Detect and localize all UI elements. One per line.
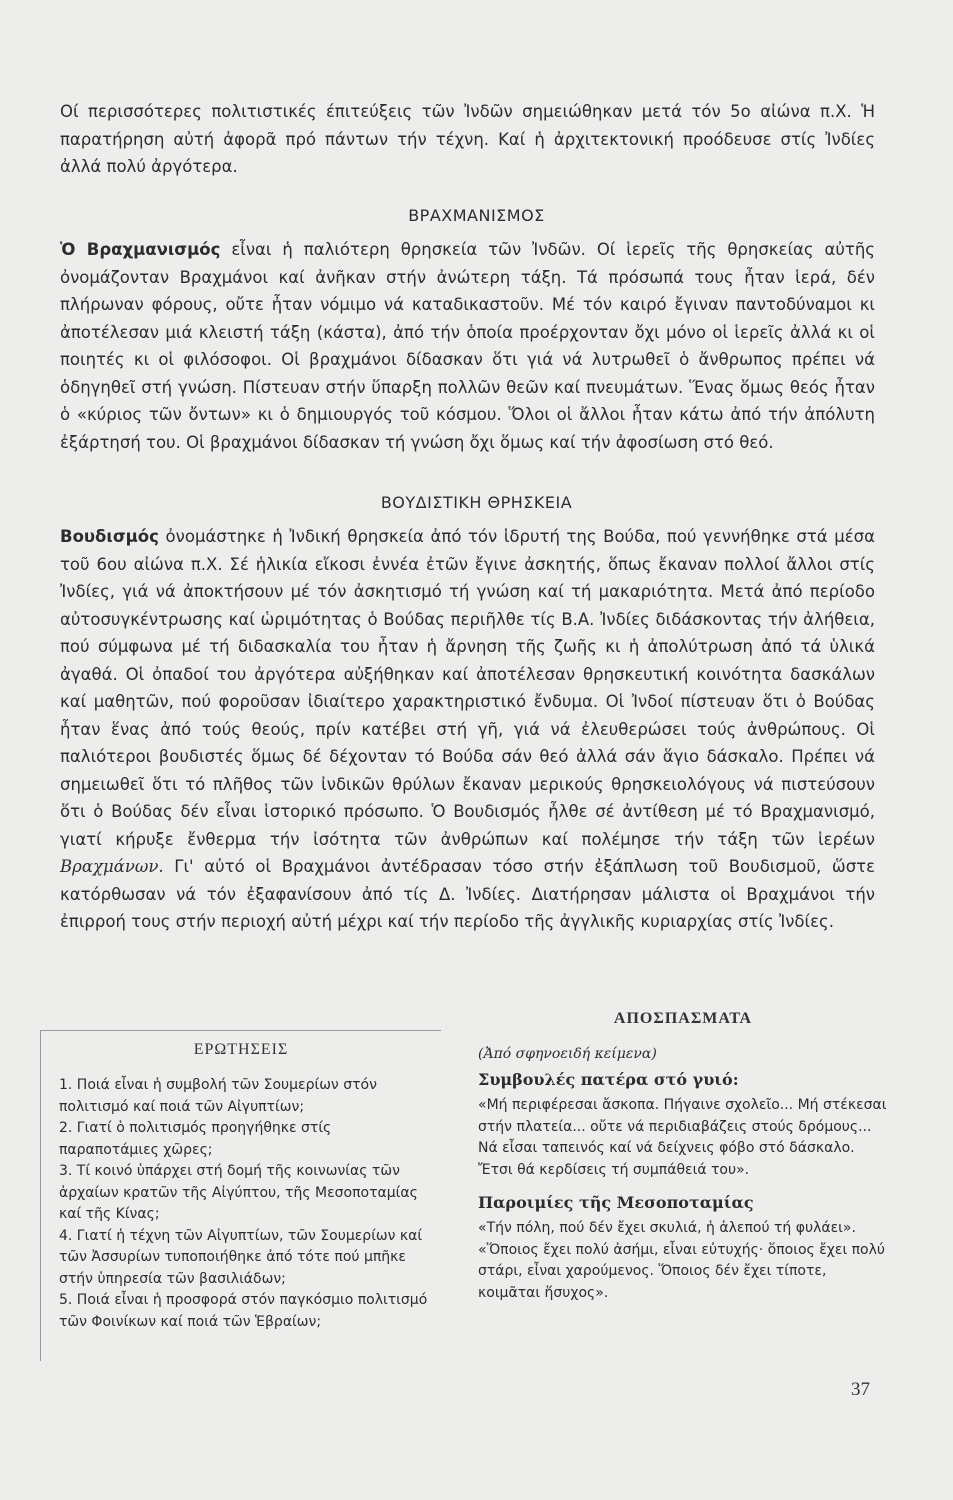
question-item: 5. Ποιά εἶναι ἡ προσφορά στόν παγκόσμιο πολιτισμό τῶν Φοινίκων καί ποιά τῶν Ἑβραίων; [59, 1292, 428, 1330]
questions-list [59, 1075, 429, 1333]
buddhism-italic-term: Βραχμάνων. [60, 857, 164, 876]
advice-title: Συμβουλές πατέρα στό γυιό: [478, 1070, 739, 1089]
advice-text: «Μή περιφέρεσαι ἄσκοπα. Πήγαινε σχολεῖο... Μή στέκεσαι στήν πλατεία... οὔτε νά περιδιαβάζεις στούς δρόμους... Νά εἶσαι ταπεινός καί νά δείχνεις φόβο στό δάσκαλο. Ἔτσι θά κερδίσεις τή συμπάθειά του». [478, 1097, 887, 1178]
brahmanism-text: εἶναι ἡ παλιότερη θρησκεία τῶν Ἰνδῶν. Οί ἱερεῖς τῆς θρησκείας αὐτῆς ὀνομάζονταν Βραχμάνοι καί ἀνῆκαν στήν ἀνώτερη τάξη. Τά πρόσωπά τους ἦταν ἱερά, δέν πλήρωναν φόρους, οὔτε ἦταν νόμιμο νά καταδικαστοῦν. Μέ τόν καιρό ἔγιναν παντοδύναμοι κι ἀποτέλεσαν μιά κλειστή τάξη (κάστα), ἀπό τήν ὁποία προέρχονταν ὄχι μόνο οἱ ἱερεῖς ἀλλά κι οἱ ποιητές κι οἱ φιλόσοφοι. Οἱ βραχμάνοι δίδασκαν ὅτι γιά νά λυτρωθεῖ ὁ ἄνθρωπος πρέπει νά ὁδηγηθεῖ στή γνώση. Πίστευαν στήν ὕπαρξη πολλῶν θεῶν καί πνευμάτων. Ἕνας ὅμως θεός ἦταν ὁ «κύριος τῶν ὄντων» κι ὁ δημιουργός τοῦ κόσμου. Ὅλοι οἱ ἄλλοι ἦταν κάτω ἀπό τήν ἀπόλυτη ἐξάρτησή του. Οἱ βραχμάνοι δίδασκαν τή γνώση ὄχι ὅμως καί τήν ἀφοσίωση στό θεό. [60, 240, 875, 452]
section-heading-brahmanism: ΒΡΑΧΜΑΝΙΣΜΟΣ [408, 206, 545, 225]
buddhism-paragraph [60, 523, 875, 936]
question-item: 4. Γιατί ἡ τέχνη τῶν Αἰγυπτίων, τῶν Σουμερίων καί τῶν Ἀσσυρίων τυποποιήθηκε ἀπό τότε πού μπῆκε στήν ὑπηρεσία τῶν βασιλιάδων; [59, 1227, 423, 1287]
buddhism-lead-term: Βουδισμός [60, 527, 159, 546]
proverb-2: «Ὅποιος ἔχει πολύ ἀσήμι, εἶναι εὐτυχής· ὅποιος ἔχει πολύ στάρι, εἶναι χαρούμενος. Ὅποιος δέν ἔχει τίποτε, κοιμᾶται ἥσυχος». [478, 1241, 886, 1301]
page-number: 37 [851, 1379, 870, 1400]
brahmanism-lead-term: Ὁ Βραχμανισμός [60, 240, 221, 259]
buddhism-text-a: ὀνομάστηκε ἡ Ἰνδική θρησκεία ἀπό τόν ἱδρυτή της Βούδα, πού γεννήθηκε στά μέσα τοῦ 6ου αἰώνα π.Χ. Σέ ἡλικία εἴκοσι ἐννέα ἐτῶν ἔγινε ἀσκητής, ὅπως ἔκαναν πολλοί ἄλλοι στίς Ἰνδίες, γιά νά ἀποκτήσουν μέ τόν ἀσκητισμό τή γνώση καί τή μακαριότητα. Μετά ἀπό περίοδο αὐτοσυγκέντρωσης καί ὡριμότητας ὁ Βούδας περιῆλθε τίς Β.Α. Ἰνδίες διδάσκοντας τήν ἀλήθεια, πού σύμφωνα μέ τή διδασκαλία του ἦταν ἡ ἄρνηση τῆς ζωῆς κι ἡ ἀπολύτρωση ἀπό τά ὑλικά ἀγαθά. Οἱ ὀπαδοί του ἀργότερα αὐξήθηκαν καί ἀποτέλεσαν θρησκευτική κοινότητα δασκάλων καί μαθητῶν, πού φοροῦσαν ἰδιαίτερο χαρακτηριστικό ἔνδυμα. Οἱ Ἰνδοί πίστευαν ὅτι ὁ Βούδας ἦταν ἕνας ἀπό τούς θεούς, πρίν κατέβει στή γῆ, γιά νά ἐλευθερώσει τούς ἀνθρώπους. Οἱ παλιότεροι βουδιστές ὅμως δέ δέχονταν τό Βούδα σάν θεό ἀλλά σάν ἅγιο δάσκαλο. Πρέπει νά σημειωθεῖ ὅτι τό πλῆθος τῶν ἰνδικῶν θρύλων ἔκαναν μερικούς θρησκειολόγους νά πιστεύσουν ὅτι ὁ Βούδας δέν εἶναι ἱστορικό πρόσωπο. Ὁ Βουδισμός ἦλθε σέ ἀντίθεση μέ τό Βραχμανισμό, γιατί κήρυξε ἔνθερμα τήν ἰσότητα τῶν ἀνθρώπων καί πολέμησε τήν τάξη τῶν ἱερέων [60, 527, 876, 849]
buddhism-text-b: Γι' αὐτό οἱ Βραχμάνοι ἀντέδρασαν τόσο στήν ἐξάπλωση τοῦ Βουδισμοῦ, ὥστε κατόρθωσαν νά τόν ἐξαφανίσουν ἀπό τίς Δ. Ἰνδίες. Διατήρησαν μάλιστα οἱ Βραχμάνοι τήν ἐπιρροή τους στήν περιοχή αὐτή μέχρι καί τήν περίοδο τῆς ἀγγλικῆς κυριαρχίας στίς Ἰνδίες. [60, 857, 876, 931]
question-item: 1. Ποιά εἶναι ἡ συμβολή τῶν Σουμερίων στόν πολιτισμό καί ποιά τῶν Αἰγυπτίων; [59, 1077, 377, 1115]
intro-paragraph: Οί περισσότερες πολιτιστικές έπιτεύξεις τῶν Ἰνδῶν σημειώθηκαν μετά τόν 5ο αἰώνα π.Χ. Ἡ παρατήρηση αὐτή ἀφορᾶ πρό πάντων τήν τέχνη. Καί ἡ ἀρχιτεκτονική προόδευσε στίς Ἰνδίες ἀλλά πολύ ἀργότερα. [60, 102, 875, 176]
excerpts-source: (Ἀπό σφηνοειδή κείμενα) [478, 1046, 657, 1062]
excerpts-section [478, 1010, 888, 1316]
section-heading-buddhism: ΒΟΥΔΙΣΤΙΚΗ ΘΡΗΣΚΕΙΑ [380, 493, 573, 512]
proverbs-title: Παροιμίες τῆς Μεσοποταμίας [478, 1193, 754, 1212]
brahmanism-paragraph [60, 236, 875, 456]
excerpts-title: ΑΠΟΣΠΑΣΜΑΤΑ [613, 1010, 753, 1027]
question-item: 2. Γιατί ὁ πολιτισμός προηγήθηκε στίς παραποτάμιες χῶρες; [59, 1120, 332, 1158]
questions-title: ΕΡΩΤΗΣΕΙΣ [193, 1041, 289, 1058]
proverb-1: «Τήν πόλη, πού δέν ἔχει σκυλιά, ἡ ἀλεπού τή φυλάει». [478, 1220, 856, 1236]
questions-box [40, 1030, 441, 1361]
question-item: 3. Τί κοινό ὑπάρχει στή δομή τῆς κοινωνίας τῶν ἀρχαίων κρατῶν τῆς Αἰγύπτου, τῆς Μεσοποταμίας καί τῆς Κίνας; [59, 1163, 418, 1222]
